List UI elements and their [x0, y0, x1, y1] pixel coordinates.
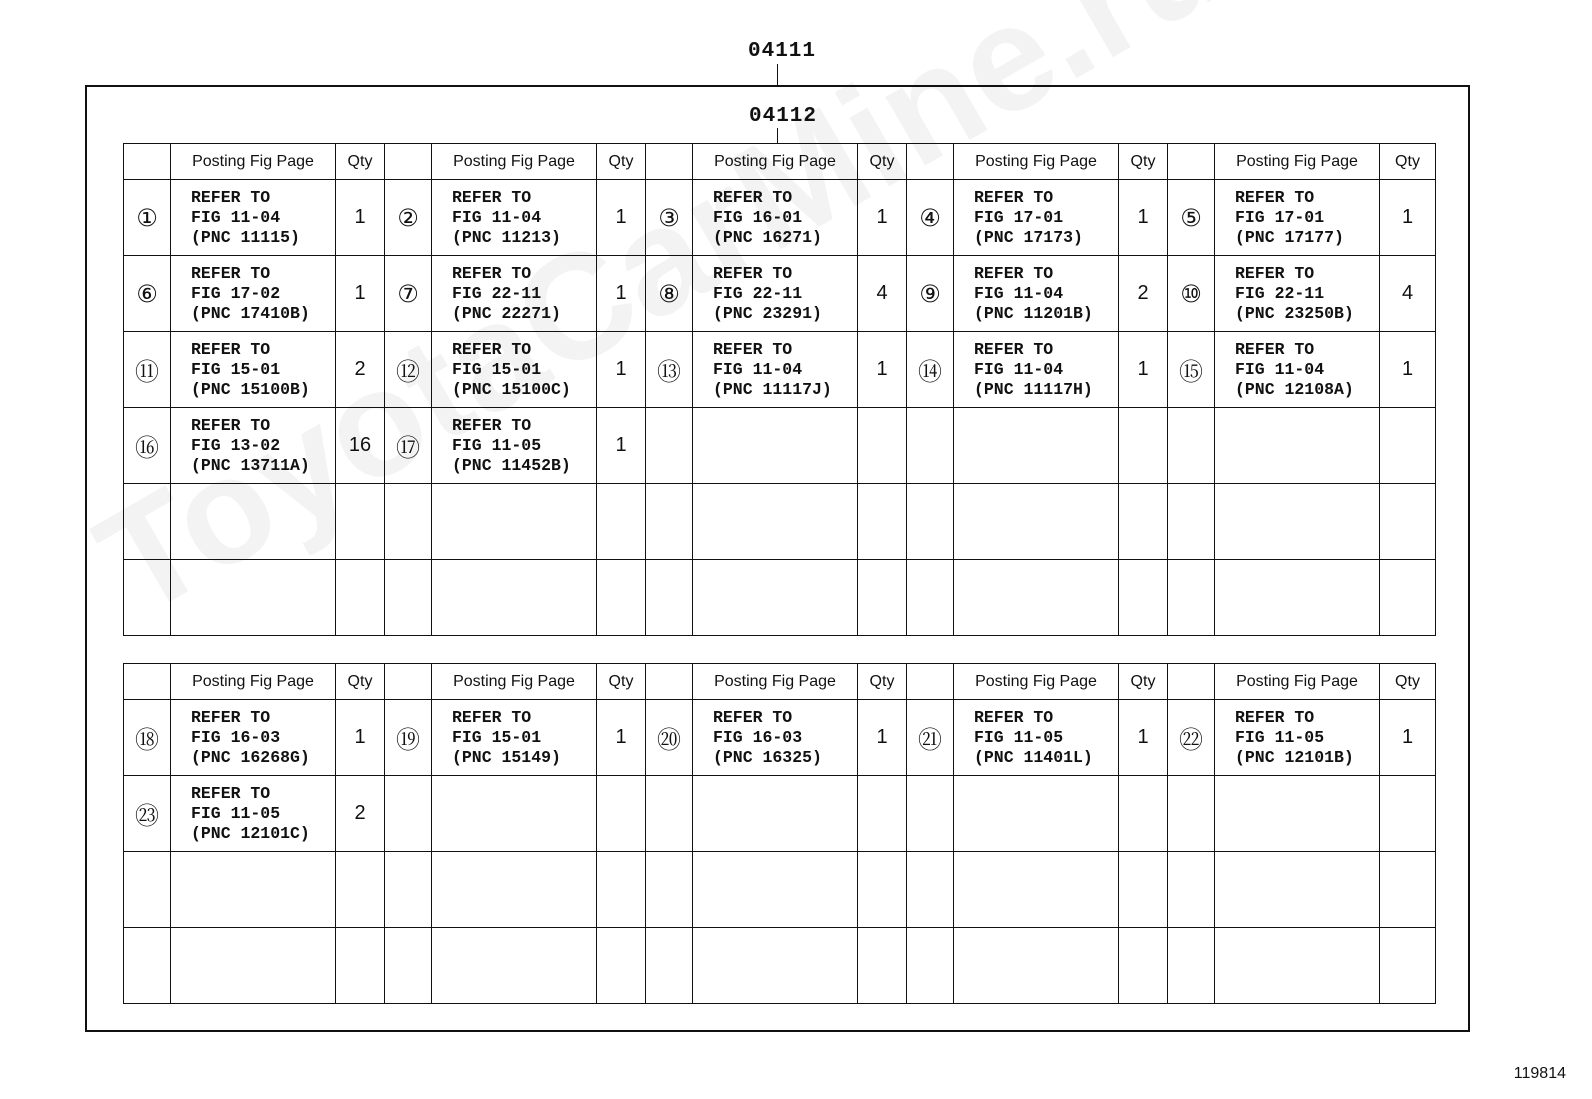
item-number	[124, 928, 171, 1004]
quantity: 1	[597, 700, 646, 776]
table-row	[124, 180, 1436, 256]
posting-fig-reference	[171, 852, 336, 928]
quantity: 1	[858, 332, 907, 408]
reference-line: FIG 11-05	[974, 727, 1064, 747]
reference-line: REFER TO	[191, 707, 271, 727]
outer-group-code: 04111	[748, 40, 817, 63]
reference-line: FIG 15-01	[452, 727, 542, 747]
item-number	[646, 928, 693, 1004]
item-number	[907, 852, 954, 928]
reference-line: (PNC 16268G)	[191, 747, 310, 767]
item-number: ⑫	[385, 332, 432, 408]
reference-line: FIG 17-02	[191, 283, 281, 303]
reference-line: (PNC 16325)	[713, 747, 822, 767]
header-item-no	[646, 144, 693, 180]
reference-line: REFER TO	[713, 707, 793, 727]
quantity	[1119, 928, 1168, 1004]
posting-fig-reference	[432, 256, 597, 332]
posting-fig-reference	[693, 700, 858, 776]
reference-line: (PNC 11401L)	[974, 747, 1093, 767]
header-item-no	[124, 144, 171, 180]
reference-line: (PNC 11117J)	[713, 379, 832, 399]
posting-fig-reference	[1215, 560, 1380, 636]
reference-line: REFER TO	[713, 263, 793, 283]
posting-fig-reference	[1215, 852, 1380, 928]
reference-line: REFER TO	[1235, 707, 1315, 727]
header-qty: Qty	[1380, 664, 1436, 700]
item-number	[907, 560, 954, 636]
reference-line: REFER TO	[1235, 339, 1315, 359]
table-row	[124, 332, 1436, 408]
reference-line: REFER TO	[1235, 263, 1315, 283]
reference-line: (PNC 15149)	[452, 747, 561, 767]
parts-table-top	[123, 143, 1436, 636]
quantity	[858, 408, 907, 484]
header-posting-fig-page: Posting Fig Page	[432, 664, 597, 700]
quantity	[1380, 408, 1436, 484]
reference-line: FIG 17-01	[974, 207, 1064, 227]
quantity	[597, 560, 646, 636]
header-item-no	[385, 144, 432, 180]
header-qty: Qty	[1119, 144, 1168, 180]
posting-fig-reference	[693, 408, 858, 484]
item-number: ㉑	[907, 700, 954, 776]
parts-table-bottom	[123, 663, 1436, 1004]
quantity: 1	[597, 256, 646, 332]
item-number: ⑰	[385, 408, 432, 484]
item-number: ⑩	[1168, 256, 1215, 332]
quantity: 1	[597, 180, 646, 256]
posting-fig-reference	[693, 928, 858, 1004]
reference-line: (PNC 23250B)	[1235, 303, 1354, 323]
table-row	[124, 700, 1436, 776]
item-number	[646, 776, 693, 852]
header-posting-fig-page: Posting Fig Page	[1215, 144, 1380, 180]
reference-line: FIG 11-05	[452, 435, 542, 455]
quantity	[858, 928, 907, 1004]
posting-fig-reference	[171, 700, 336, 776]
item-number: ⑲	[385, 700, 432, 776]
table-row	[124, 408, 1436, 484]
posting-fig-reference	[1215, 180, 1380, 256]
item-number: ④	[907, 180, 954, 256]
outer-code-leader	[777, 64, 778, 85]
reference-line: REFER TO	[452, 187, 532, 207]
reference-line: REFER TO	[191, 187, 271, 207]
item-number	[646, 408, 693, 484]
posting-fig-reference	[1215, 256, 1380, 332]
quantity: 2	[336, 332, 385, 408]
reference-line: FIG 22-11	[1235, 283, 1325, 303]
reference-line: REFER TO	[974, 187, 1054, 207]
reference-line: REFER TO	[1235, 187, 1315, 207]
header-qty: Qty	[858, 144, 907, 180]
quantity	[1380, 852, 1436, 928]
item-number: ⑯	[124, 408, 171, 484]
reference-line: (PNC 12101C)	[191, 823, 310, 843]
reference-line: (PNC 11201B)	[974, 303, 1093, 323]
item-number	[1168, 776, 1215, 852]
posting-fig-reference	[693, 852, 858, 928]
header-posting-fig-page: Posting Fig Page	[693, 144, 858, 180]
header-item-no	[907, 664, 954, 700]
reference-line: FIG 15-01	[191, 359, 281, 379]
reference-line: (PNC 17177)	[1235, 227, 1344, 247]
quantity	[858, 852, 907, 928]
item-number	[1168, 408, 1215, 484]
item-number: ①	[124, 180, 171, 256]
item-number	[385, 776, 432, 852]
posting-fig-reference	[954, 484, 1119, 560]
item-number	[907, 776, 954, 852]
header-posting-fig-page: Posting Fig Page	[954, 664, 1119, 700]
quantity	[1119, 408, 1168, 484]
header-qty: Qty	[336, 144, 385, 180]
posting-fig-reference	[171, 484, 336, 560]
reference-line: REFER TO	[191, 415, 271, 435]
item-number: ⑥	[124, 256, 171, 332]
item-number: ⑪	[124, 332, 171, 408]
reference-line: REFER TO	[713, 339, 793, 359]
posting-fig-reference	[954, 408, 1119, 484]
quantity	[597, 928, 646, 1004]
reference-line: FIG 17-01	[1235, 207, 1325, 227]
header-qty: Qty	[1119, 664, 1168, 700]
item-number	[1168, 560, 1215, 636]
quantity	[597, 852, 646, 928]
reference-line: REFER TO	[452, 415, 532, 435]
reference-line: FIG 16-03	[713, 727, 803, 747]
quantity	[858, 560, 907, 636]
header-item-no	[907, 144, 954, 180]
quantity: 1	[1119, 700, 1168, 776]
table-row	[124, 776, 1436, 852]
quantity: 1	[597, 332, 646, 408]
table-row	[124, 484, 1436, 560]
posting-fig-reference	[693, 256, 858, 332]
header-qty: Qty	[858, 664, 907, 700]
quantity	[1380, 484, 1436, 560]
reference-line: FIG 16-01	[713, 207, 803, 227]
quantity	[597, 484, 646, 560]
posting-fig-reference	[432, 332, 597, 408]
reference-line: REFER TO	[974, 707, 1054, 727]
quantity	[1119, 852, 1168, 928]
reference-line: REFER TO	[974, 263, 1054, 283]
quantity	[858, 484, 907, 560]
item-number: ⑨	[907, 256, 954, 332]
posting-fig-reference	[693, 484, 858, 560]
quantity: 1	[1119, 332, 1168, 408]
posting-fig-reference	[954, 560, 1119, 636]
posting-fig-reference	[693, 180, 858, 256]
reference-line: (PNC 17173)	[974, 227, 1083, 247]
quantity: 1	[336, 256, 385, 332]
quantity	[858, 776, 907, 852]
quantity: 1	[858, 700, 907, 776]
posting-fig-reference	[954, 180, 1119, 256]
reference-line: REFER TO	[191, 263, 271, 283]
item-number	[907, 484, 954, 560]
posting-fig-reference	[954, 852, 1119, 928]
reference-line: (PNC 23291)	[713, 303, 822, 323]
quantity: 1	[597, 408, 646, 484]
posting-fig-reference	[432, 560, 597, 636]
posting-fig-reference	[432, 852, 597, 928]
posting-fig-reference	[954, 776, 1119, 852]
header-row	[124, 664, 1436, 700]
posting-fig-reference	[432, 408, 597, 484]
quantity	[336, 484, 385, 560]
item-number: ⑧	[646, 256, 693, 332]
reference-line: FIG 15-01	[452, 359, 542, 379]
quantity	[336, 560, 385, 636]
reference-line: (PNC 15100C)	[452, 379, 571, 399]
header-posting-fig-page: Posting Fig Page	[954, 144, 1119, 180]
reference-line: FIG 13-02	[191, 435, 281, 455]
reference-line: FIG 11-04	[191, 207, 281, 227]
item-number	[646, 560, 693, 636]
quantity: 2	[1119, 256, 1168, 332]
posting-fig-reference	[1215, 928, 1380, 1004]
posting-fig-reference	[432, 700, 597, 776]
item-number	[646, 484, 693, 560]
quantity: 16	[336, 408, 385, 484]
quantity	[336, 928, 385, 1004]
table-row	[124, 852, 1436, 928]
posting-fig-reference	[171, 332, 336, 408]
item-number: ㉒	[1168, 700, 1215, 776]
reference-line: REFER TO	[713, 187, 793, 207]
posting-fig-reference	[171, 560, 336, 636]
quantity	[597, 776, 646, 852]
posting-fig-reference	[171, 256, 336, 332]
quantity: 4	[858, 256, 907, 332]
posting-fig-reference	[171, 928, 336, 1004]
reference-line: REFER TO	[452, 707, 532, 727]
quantity: 2	[336, 776, 385, 852]
posting-fig-reference	[171, 776, 336, 852]
quantity: 1	[1380, 332, 1436, 408]
item-number: ⑱	[124, 700, 171, 776]
quantity: 1	[858, 180, 907, 256]
reference-line: FIG 11-05	[191, 803, 281, 823]
quantity	[1380, 928, 1436, 1004]
header-posting-fig-page: Posting Fig Page	[693, 664, 858, 700]
reference-line: FIG 11-04	[974, 359, 1064, 379]
item-number: ⑳	[646, 700, 693, 776]
posting-fig-reference	[693, 560, 858, 636]
header-qty: Qty	[336, 664, 385, 700]
reference-line: REFER TO	[974, 339, 1054, 359]
item-number	[124, 852, 171, 928]
reference-line: (PNC 11213)	[452, 227, 561, 247]
inner-code-leader	[777, 128, 778, 144]
quantity: 1	[1119, 180, 1168, 256]
header-qty: Qty	[597, 664, 646, 700]
item-number	[124, 484, 171, 560]
header-item-no	[124, 664, 171, 700]
posting-fig-reference	[1215, 332, 1380, 408]
quantity: 1	[336, 700, 385, 776]
header-posting-fig-page: Posting Fig Page	[1215, 664, 1380, 700]
quantity	[1119, 776, 1168, 852]
item-number: ⑦	[385, 256, 432, 332]
item-number: ③	[646, 180, 693, 256]
header-item-no	[646, 664, 693, 700]
table-row	[124, 928, 1436, 1004]
header-item-no	[385, 664, 432, 700]
item-number: ⑬	[646, 332, 693, 408]
inner-group-code: 04112	[749, 105, 818, 128]
quantity: 4	[1380, 256, 1436, 332]
quantity: 1	[1380, 700, 1436, 776]
posting-fig-reference	[954, 700, 1119, 776]
posting-fig-reference	[432, 928, 597, 1004]
posting-fig-reference	[954, 928, 1119, 1004]
reference-line: (PNC 13711A)	[191, 455, 310, 475]
reference-line: REFER TO	[452, 339, 532, 359]
reference-line: (PNC 12101B)	[1235, 747, 1354, 767]
header-item-no	[1168, 144, 1215, 180]
reference-line: (PNC 22271)	[452, 303, 561, 323]
posting-fig-reference	[693, 332, 858, 408]
item-number: ⑭	[907, 332, 954, 408]
posting-fig-reference	[954, 332, 1119, 408]
posting-fig-reference	[1215, 408, 1380, 484]
posting-fig-reference	[432, 776, 597, 852]
table-row	[124, 256, 1436, 332]
reference-line: FIG 11-04	[452, 207, 542, 227]
posting-fig-reference	[171, 408, 336, 484]
reference-line: (PNC 15100B)	[191, 379, 310, 399]
posting-fig-reference	[954, 256, 1119, 332]
header-qty: Qty	[597, 144, 646, 180]
reference-line: FIG 11-04	[1235, 359, 1325, 379]
posting-fig-reference	[171, 180, 336, 256]
posting-fig-reference	[432, 484, 597, 560]
item-number	[1168, 484, 1215, 560]
item-number	[907, 408, 954, 484]
posting-fig-reference	[1215, 484, 1380, 560]
reference-line: (PNC 17410B)	[191, 303, 310, 323]
item-number: ㉓	[124, 776, 171, 852]
reference-line: FIG 11-04	[974, 283, 1064, 303]
reference-line: (PNC 16271)	[713, 227, 822, 247]
quantity	[1119, 560, 1168, 636]
item-number	[385, 560, 432, 636]
header-item-no	[1168, 664, 1215, 700]
item-number	[646, 852, 693, 928]
header-posting-fig-page: Posting Fig Page	[171, 144, 336, 180]
reference-line: FIG 22-11	[452, 283, 542, 303]
header-posting-fig-page: Posting Fig Page	[171, 664, 336, 700]
item-number	[385, 928, 432, 1004]
quantity	[1380, 776, 1436, 852]
quantity	[1119, 484, 1168, 560]
reference-line: REFER TO	[452, 263, 532, 283]
item-number	[1168, 928, 1215, 1004]
reference-line: FIG 16-03	[191, 727, 281, 747]
item-number	[124, 560, 171, 636]
posting-fig-reference	[1215, 700, 1380, 776]
item-number: ⑮	[1168, 332, 1215, 408]
item-number	[907, 928, 954, 1004]
item-number: ②	[385, 180, 432, 256]
item-number	[385, 484, 432, 560]
reference-line: FIG 11-04	[713, 359, 803, 379]
item-number	[1168, 852, 1215, 928]
item-number	[385, 852, 432, 928]
header-row	[124, 144, 1436, 180]
posting-fig-reference	[1215, 776, 1380, 852]
reference-line: FIG 22-11	[713, 283, 803, 303]
posting-fig-reference	[432, 180, 597, 256]
reference-line: (PNC 11117H)	[974, 379, 1093, 399]
quantity	[336, 852, 385, 928]
reference-line: (PNC 11115)	[191, 227, 300, 247]
figure-number: 119814	[1513, 1065, 1566, 1082]
reference-line: REFER TO	[191, 339, 271, 359]
header-qty: Qty	[1380, 144, 1436, 180]
header-posting-fig-page: Posting Fig Page	[432, 144, 597, 180]
reference-line: FIG 11-05	[1235, 727, 1325, 747]
quantity: 1	[1380, 180, 1436, 256]
quantity	[1380, 560, 1436, 636]
reference-line: REFER TO	[191, 783, 271, 803]
item-number: ⑤	[1168, 180, 1215, 256]
reference-line: (PNC 12108A)	[1235, 379, 1354, 399]
reference-line: (PNC 11452B)	[452, 455, 571, 475]
posting-fig-reference	[693, 776, 858, 852]
quantity: 1	[336, 180, 385, 256]
table-row	[124, 560, 1436, 636]
